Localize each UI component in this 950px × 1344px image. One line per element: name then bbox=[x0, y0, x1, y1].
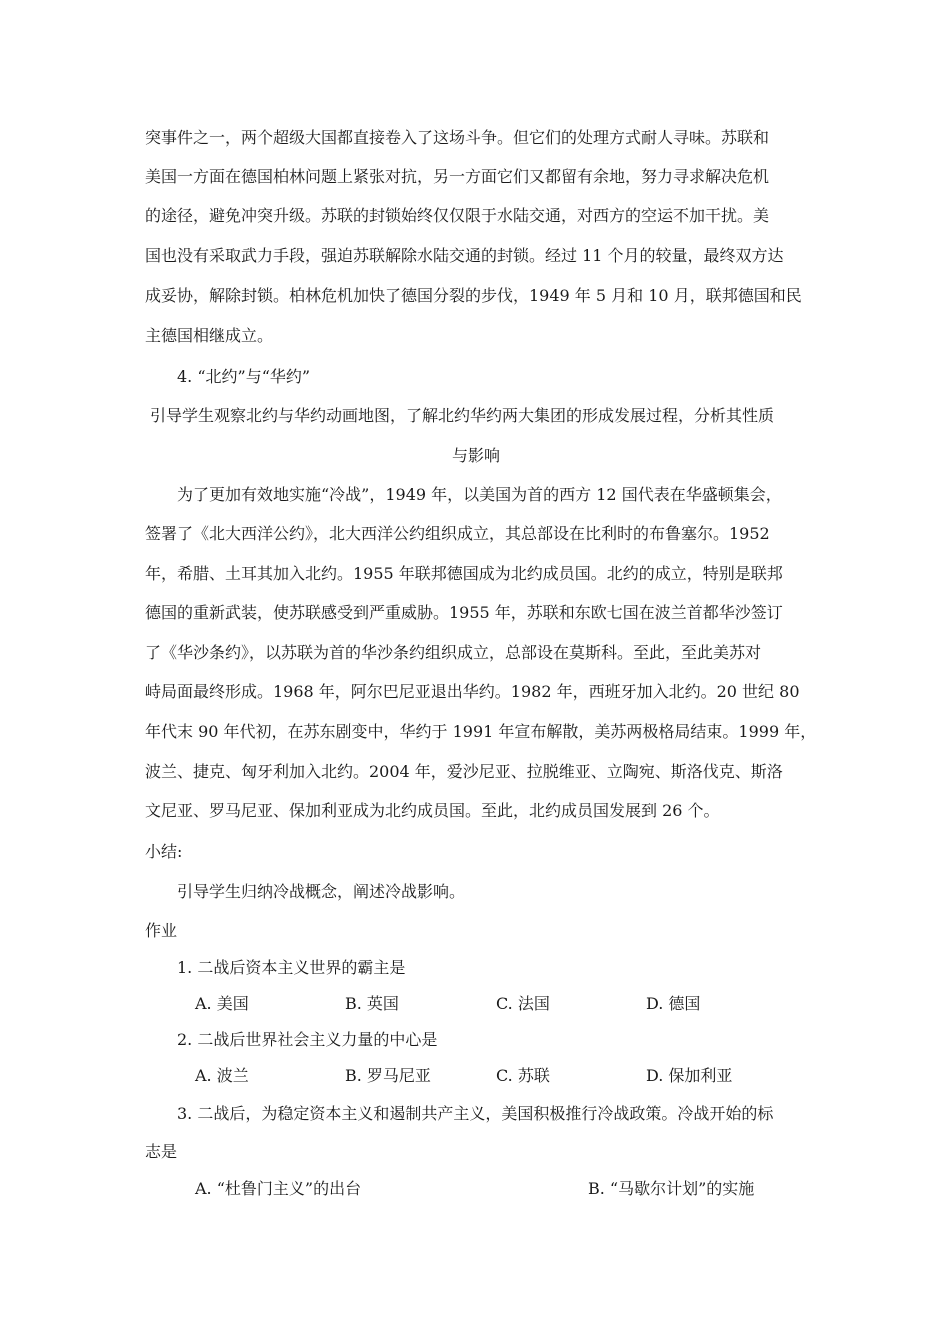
paragraph-line: 的途径，避免冲突升级。苏联的封锁始终仅仅限于水陆交通，对西方的空运不加干扰。美 bbox=[145, 206, 770, 225]
answer-option: B. 英国 bbox=[345, 994, 399, 1013]
guide-line: 引导学生观察北约与华约动画地图，了解北约华约两大集团的形成发展过程，分析其性质 bbox=[150, 406, 775, 425]
answer-option: C. 苏联 bbox=[496, 1066, 550, 1085]
answer-option: A. 美国 bbox=[195, 994, 249, 1013]
paragraph-line: 年代末 90 年代初，在苏东剧变中，华约于 1991 年宣布解散，美苏两极格局结束。1999 年， bbox=[145, 722, 817, 741]
answer-option: B. 罗马尼亚 bbox=[345, 1066, 431, 1085]
paragraph-line: 成妥协，解除封锁。柏林危机加快了德国分裂的步伐，1949 年 5 月和 10 月，联邦德国和民 bbox=[145, 286, 802, 305]
question-stem: 1. 二战后资本主义世界的霸主是 bbox=[177, 958, 406, 977]
summary-text: 引导学生归纳冷战概念，阐述冷战影响。 bbox=[177, 882, 466, 901]
paragraph-line: 突事件之一，两个超级大国都直接卷入了这场斗争。但它们的处理方式耐人寻味。苏联和 bbox=[145, 128, 770, 147]
question-stem: 3. 二战后，为稳定资本主义和遏制共产主义，美国积极推行冷战政策。冷战开始的标 bbox=[177, 1104, 774, 1123]
paragraph-line: 国也没有采取武力手段，强迫苏联解除水陆交通的封锁。经过 11 个月的较量，最终双方达 bbox=[145, 246, 784, 265]
answer-option: D. 德国 bbox=[646, 994, 701, 1013]
paragraph-line: 签署了《北大西洋公约》，北大西洋公约组织成立，其总部设在比利时的布鲁塞尔。1952 bbox=[145, 524, 770, 543]
answer-option: C. 法国 bbox=[496, 994, 550, 1013]
question-stem-continued: 志是 bbox=[145, 1142, 178, 1161]
section-heading: 4. “北约”与“华约” bbox=[177, 367, 311, 386]
paragraph-line: 波兰、捷克、匈牙利加入北约。2004 年，爱沙尼亚、拉脱维亚、立陶宛、斯洛伐克、斯洛 bbox=[145, 762, 783, 781]
answer-option: B. “马歇尔计划”的实施 bbox=[588, 1179, 755, 1198]
paragraph-line: 德国的重新武装，使苏联感受到严重威胁。1955 年，苏联和东欧七国在波兰首都华沙签订 bbox=[145, 603, 783, 622]
answer-option: A. “杜鲁门主义”的出台 bbox=[195, 1179, 362, 1198]
paragraph-line: 为了更加有效地实施“冷战”，1949 年，以美国为首的西方 12 国代表在华盛顿集会， bbox=[177, 485, 782, 504]
paragraph-line: 峙局面最终形成。1968 年，阿尔巴尼亚退出华约。1982 年，西班牙加入北约。20 世纪 80 bbox=[145, 682, 800, 701]
summary-label: 小结: bbox=[145, 842, 183, 861]
paragraph-line: 主德国相继成立。 bbox=[145, 326, 274, 345]
paragraph-line: 文尼亚、罗马尼亚、保加利亚成为北约成员国。至此，北约成员国发展到 26 个。 bbox=[145, 801, 720, 820]
question-stem: 2. 二战后世界社会主义力量的中心是 bbox=[177, 1030, 438, 1049]
answer-option: D. 保加利亚 bbox=[646, 1066, 733, 1085]
paragraph-line: 美国一方面在德国柏林问题上紧张对抗，另一方面它们又都留有余地，努力寻求解决危机 bbox=[145, 167, 770, 186]
guide-line: 与影响 bbox=[452, 446, 501, 465]
paragraph-line: 了《华沙条约》，以苏联为首的华沙条约组织成立，总部设在莫斯科。至此，至此美苏对 bbox=[145, 643, 762, 662]
homework-label: 作业 bbox=[145, 921, 178, 940]
paragraph-line: 年，希腊、土耳其加入北约。1955 年联邦德国成为北约成员国。北约的成立，特别是联邦 bbox=[145, 564, 783, 583]
answer-option: A. 波兰 bbox=[195, 1066, 249, 1085]
